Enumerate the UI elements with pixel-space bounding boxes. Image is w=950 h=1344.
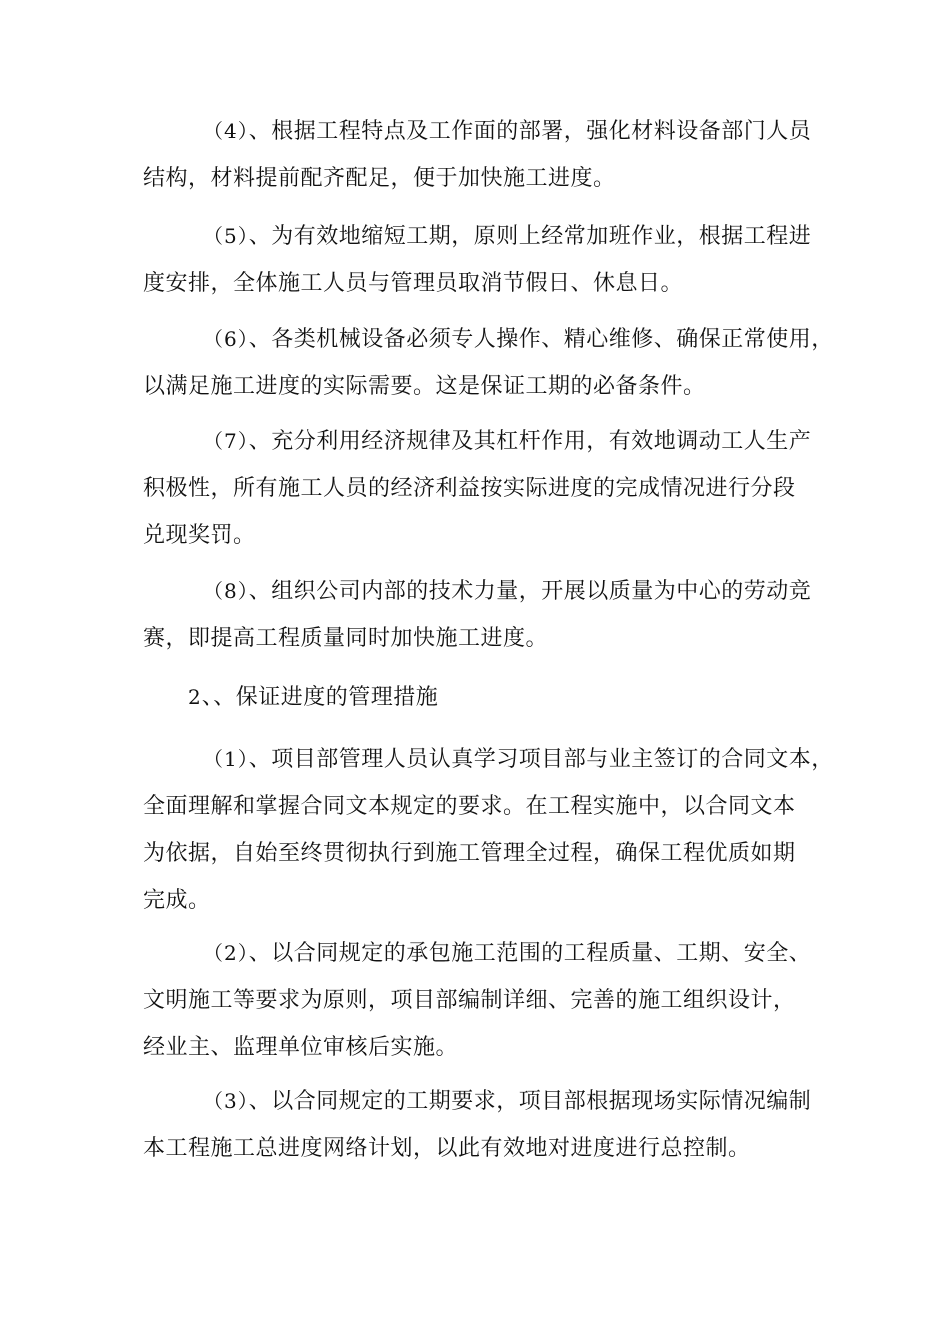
paragraph-line: 为依据，自始至终贯彻执行到施工管理全过程，确保工程优质如期 — [143, 841, 796, 866]
item-number: （2） — [203, 941, 249, 965]
paragraph-line: 、以合同规定的工期要求，项目部根据现场实际情况编制 — [248, 1089, 812, 1114]
paragraph-6 — [143, 316, 834, 410]
paragraph-line: 全面理解和掌握合同文本规定的要求。在工程实施中，以合同文本 — [143, 794, 796, 819]
item-number: （8） — [203, 579, 249, 603]
paragraph-line: 、充分利用经济规律及其杠杆作用，有效地调动工人生产 — [248, 429, 812, 454]
item-number: （4） — [203, 119, 249, 143]
paragraph-7 — [143, 418, 823, 559]
sub-paragraph-1 — [143, 736, 834, 924]
item-number: （5） — [203, 224, 249, 248]
paragraph-line: 以满足施工进度的实际需要。这是保证工期的必备条件。 — [143, 374, 706, 399]
item-number: （6） — [203, 327, 249, 351]
section-heading — [188, 674, 438, 721]
item-number: （1） — [203, 747, 249, 771]
item-number: （7） — [203, 429, 249, 453]
section-heading-text: 、、保证进度的管理措施 — [201, 685, 439, 710]
item-number: （3） — [203, 1089, 249, 1113]
paragraph-line: 、各类机械设备必须专人操作、精心维修、确保正常使用， — [248, 327, 834, 352]
paragraph-line: 、组织公司内部的技术力量，开展以质量为中心的劳动竞 — [248, 579, 812, 604]
paragraph-line: 经业主、监理单位审核后实施。 — [143, 1035, 459, 1060]
paragraph-line: 、为有效地缩短工期，原则上经常加班作业，根据工程进 — [248, 224, 812, 249]
paragraph-8 — [143, 568, 823, 662]
sub-paragraph-2 — [143, 930, 823, 1071]
paragraph-line: 、项目部管理人员认真学习项目部与业主签订的合同文本， — [248, 747, 834, 772]
section-number: 2 — [188, 685, 202, 709]
paragraph-line: 赛，即提高工程质量同时加快施工进度。 — [143, 626, 549, 651]
paragraph-line: 结构，材料提前配齐配足，便于加快施工进度。 — [143, 166, 616, 191]
paragraph-line: 、根据工程特点及工作面的部署，强化材料设备部门人员 — [248, 119, 812, 144]
paragraph-line: 、以合同规定的承包施工范围的工程质量、工期、安全、 — [248, 941, 812, 966]
sub-paragraph-3 — [143, 1078, 823, 1172]
paragraph-line: 本工程施工总进度网络计划，以此有效地对进度进行总控制。 — [143, 1136, 751, 1161]
paragraph-5 — [143, 213, 823, 307]
paragraph-line: 兑现奖罚。 — [143, 523, 256, 548]
paragraph-line: 度安排，全体施工人员与管理员取消节假日、休息日。 — [143, 271, 684, 296]
paragraph-line: 完成。 — [143, 888, 211, 913]
paragraph-line: 积极性，所有施工人员的经济利益按实际进度的完成情况进行分段 — [143, 476, 796, 501]
paragraph-4 — [143, 108, 823, 202]
paragraph-line: 文明施工等要求为原则，项目部编制详细、完善的施工组织设计， — [143, 988, 796, 1013]
